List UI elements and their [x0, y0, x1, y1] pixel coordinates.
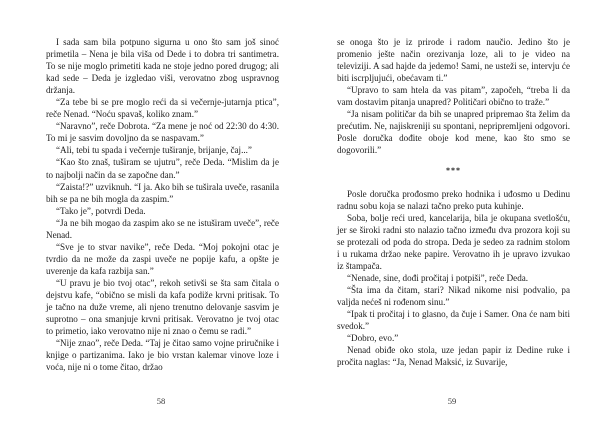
left-page-text [46, 36, 279, 373]
paragraph: I sada sam bila potpuno sigurna u ono što sam još sinoć primetila – Nena je bila viša od Dede i to dobra tri santimetra. To se nije moglo primetiti kada ne stoje jedno pored drugog; ali kad sede – Deda je izgledao viši, verovatno zbog uspravnog držanja. [46, 37, 279, 96]
paragraph: “Zaista!?” uzviknuh. “I ja. Ako bih se tuširala uveče, rasanila bih se pa ne bih mogla da zaspim.” [46, 181, 279, 204]
page-number-left: 58 [156, 396, 166, 406]
paragraph: “Ja ne bih mogao da zaspim ako se ne istuširam uveče”, reče Nenad. [46, 217, 279, 240]
paragraph: “Ja nisam političar da bih se unapred pripremao šta želim da prećutim. Ne, najiskreniji su spontani, nepripremljeni odgovori. Posle doručka dođite oboje kod mene, kao što smo se dogovorili.” [337, 109, 570, 156]
right-page-text [337, 36, 570, 368]
page-number-right: 59 [447, 396, 457, 406]
paragraph: “Nije znao”, reče Deda. “Taj je čitao samo vojne priručnike i knjige o partizanima. Iako je bio vrstan kalemar vinove loze i voća, nije ni o tome čitao, držao [46, 338, 279, 373]
right-page [300, 0, 600, 424]
paragraph: “Šta ima da čitam, stari? Nikad nikome nisi podvalio, pa valjda nećeš ni rođenom sinu.” [337, 284, 570, 307]
paragraph: Soba, bolje reći ured, kancelarija, bila je okupana svetlošću, jer se široki radni sto nalazio tačno između dva prozora koji su se protezali od poda do stropa. Deda je sedeo za radnim stolom i u rukama držao neke papire. Verovatno ih je upravo izvukao iz štampača. [337, 212, 570, 271]
paragraph: “Tako je”, potvrdi Deda. [56, 205, 146, 216]
paragraph: se onoga što je iz prirode i radom naučio. Jedino što je promenio ješte način orezivanja loze, ali to je video na televiziji. A sad hajde da jedemo! Sami, ne usteži se, intervju će biti iscrpljujući, obećavam ti.” [337, 37, 570, 84]
paragraph: “U pravu je bio tvoj otac”, rekoh setivši se šta sam čitala o dejstvu kafe, “obično se misli da kafa podiže krvni pritisak. To je tačno na duže vreme, ali njeno trenutno delovanje sasvim je suprotno – ona smanjuje krvni pritisak. Verovatno je tvoj otac to primetio, iako verovatno nije ni znao o čemu se radi.” [46, 277, 279, 337]
section-separator: *** [446, 166, 461, 176]
paragraph: “Upravo to sam htela da vas pitam”, započeh, “treba li da vam dostavim pitanja unapred? Političari obično to traže.” [337, 85, 570, 108]
paragraph: “Ali, tebi tu spada i večernje tuširanje, brijanje, čaj...” [56, 145, 252, 156]
paragraph: “Za tebe bi se pre moglo reći da si večernje-jutarnja ptica”, reče Nenad. “Noću spavaš, koliko znam.” [46, 97, 279, 120]
paragraph: “Dobro, evo.” [347, 333, 399, 344]
paragraph: Posle doručka prođosmo preko hodnika i uđosmo u Dedinu radnu sobu koja se nalazi tačno preko puta kuhinje. [337, 188, 570, 211]
paragraph: “Sve je to stvar navike”, reče Deda. “Moj pokojni otac je tvrdio da ne može da zaspi uveče ne popije kafu, a opšte je uverenje da kafa razbija san.” [46, 241, 279, 276]
paragraph: “Ipak ti pročitaj i to glasno, da čuje i Samer. Ona će nam biti svedok.” [337, 308, 570, 332]
paragraph: Nenad obiđe oko stola, uze jedan papir iz Dedine ruke i pročita naglas: “Ja, Nenad Maksić, iz Suvarije, [337, 345, 570, 368]
paragraph: “Kao što znaš, tuširam se ujutru”, reče Deda. “Mislim da je to najbolji način da se započne dan.” [46, 157, 279, 180]
paragraph: “Naravno”, reče Dobrota. “Za mene je noć od 22:30 do 4:30. To mi je sasvim dovoljno da se naspavam.” [46, 121, 279, 144]
paragraph: “Nenade, sine, dođi pročitaj i potpiši”, reče Deda. [347, 272, 529, 283]
